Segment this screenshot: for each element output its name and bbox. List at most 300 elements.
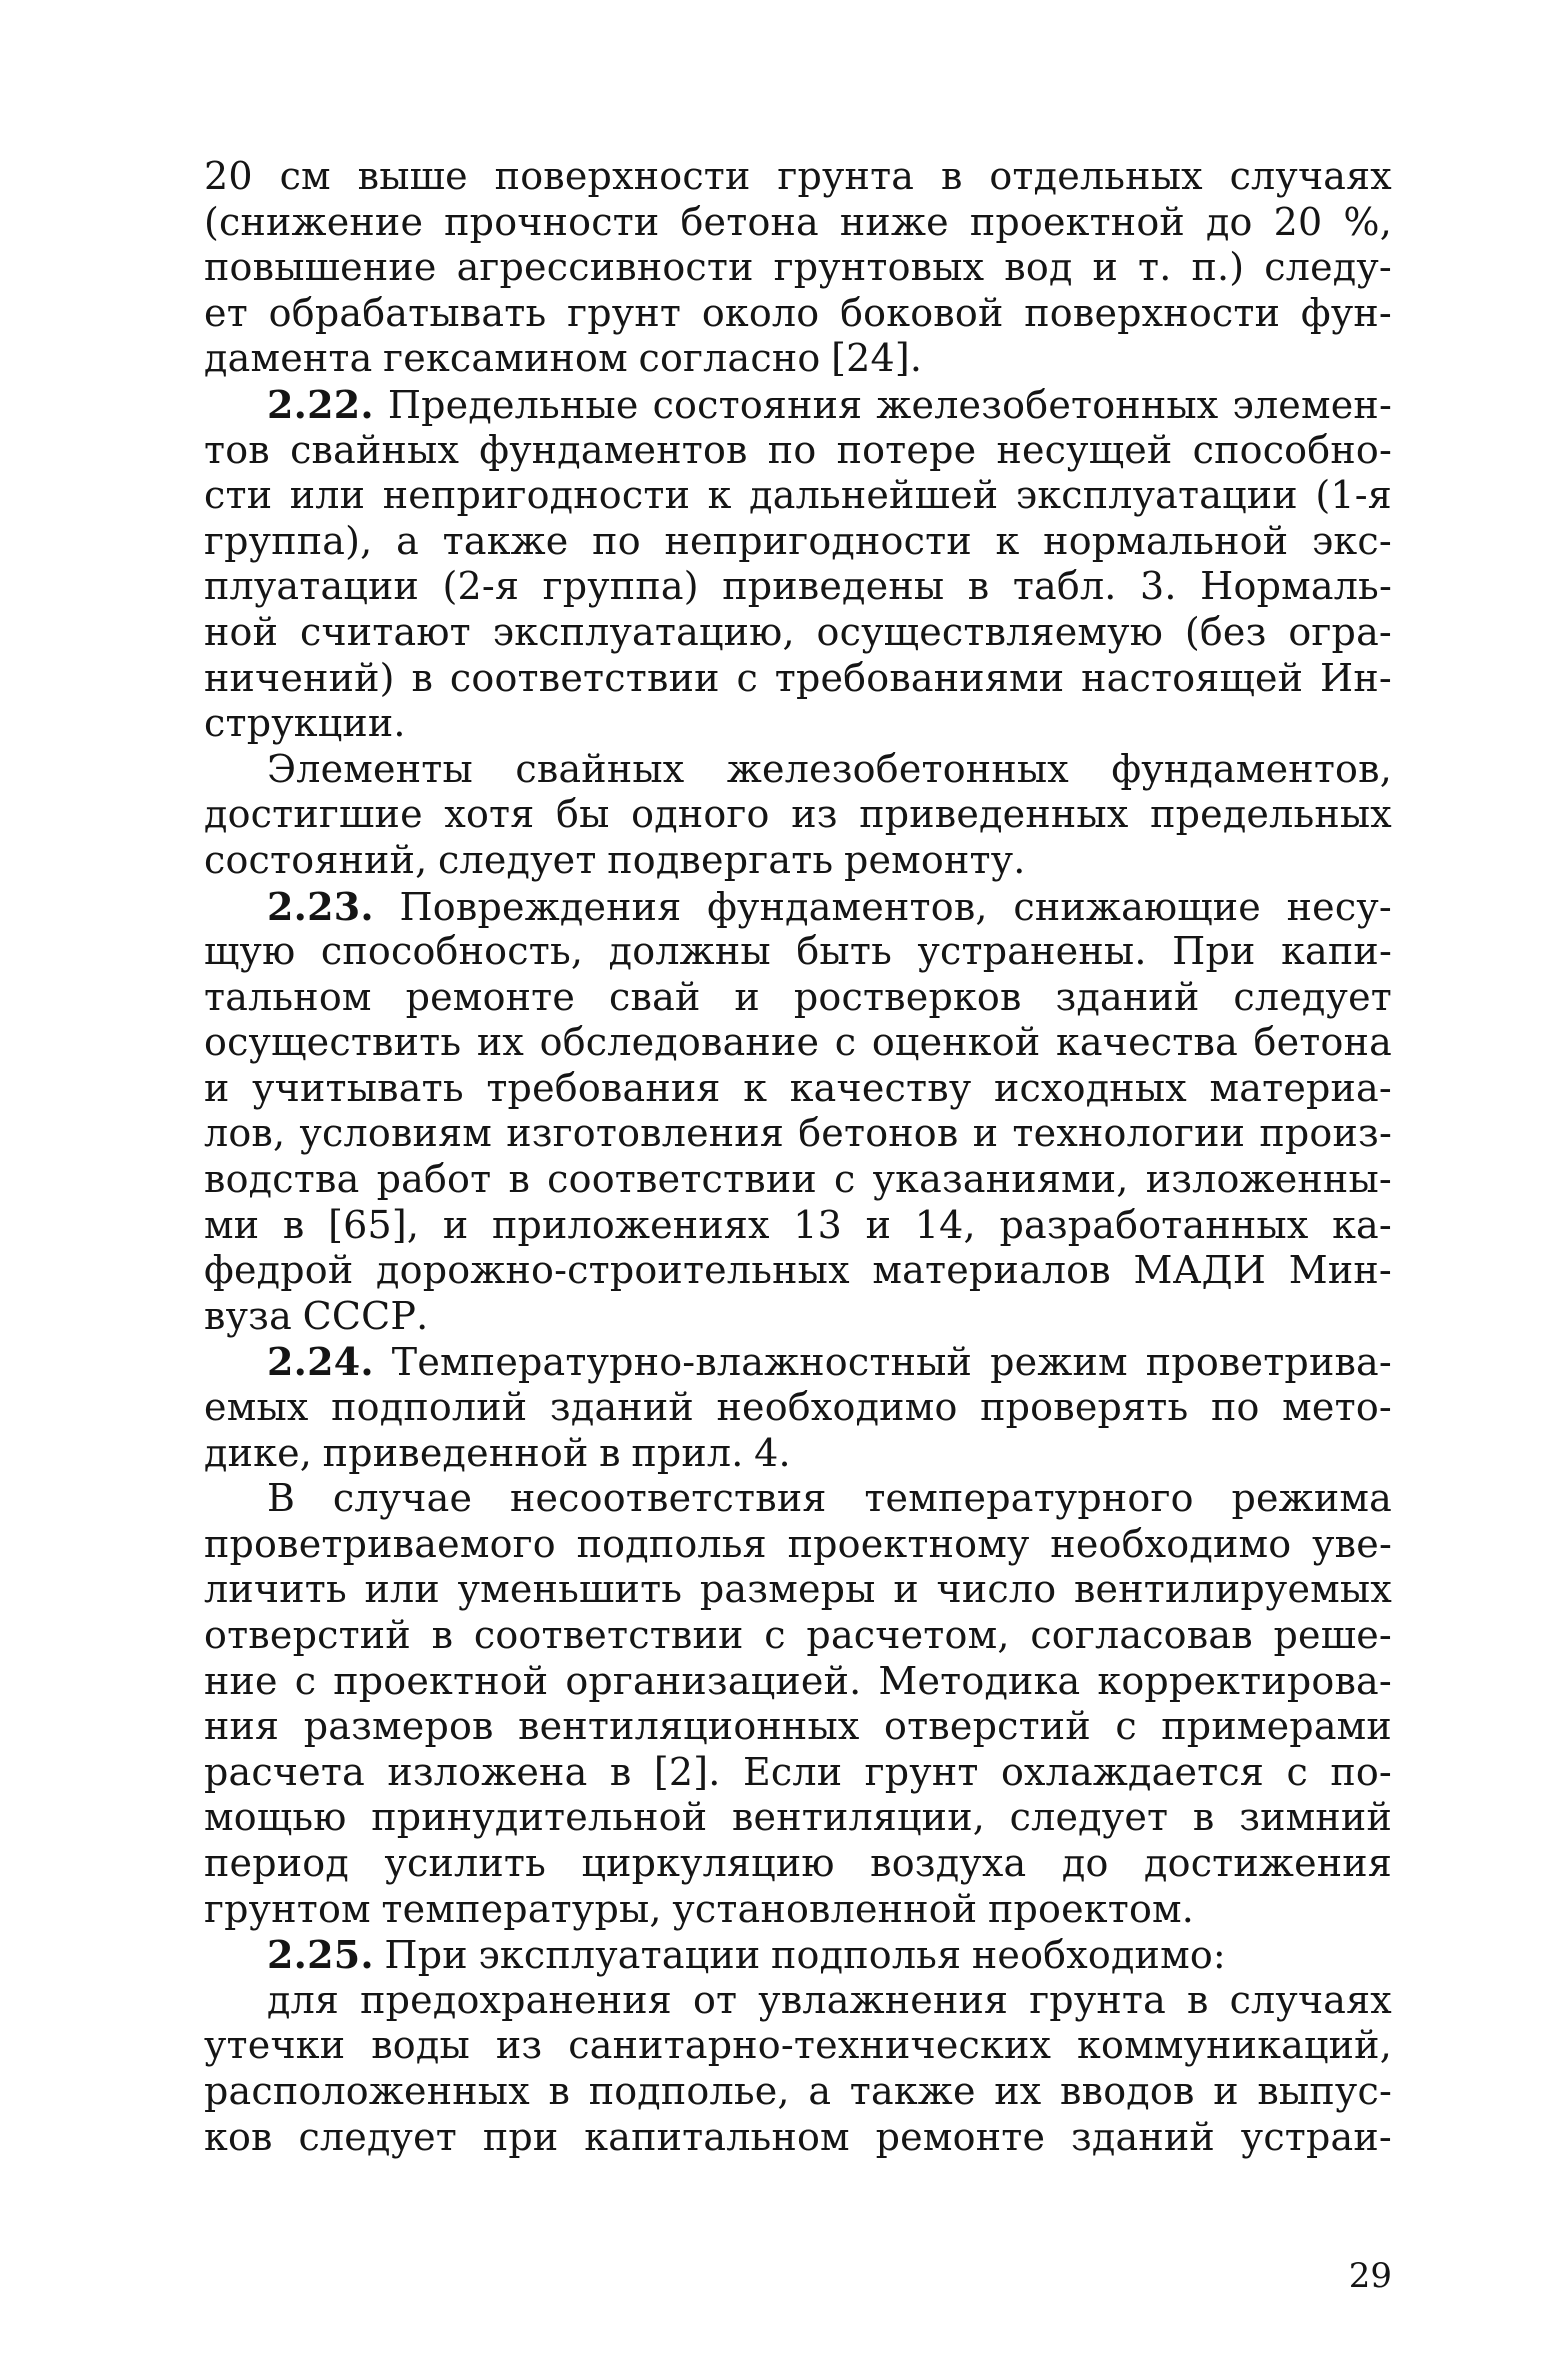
word: водства (204, 1157, 360, 1202)
word: плуатации (204, 564, 420, 609)
word: ка- (1332, 1202, 1392, 1247)
word: гексамином (383, 336, 628, 381)
word: элемен- (1232, 382, 1392, 427)
word: 3. (1140, 564, 1177, 609)
word: тов (204, 427, 270, 472)
word: фундаментов, (1111, 746, 1392, 791)
word: устранены. (917, 929, 1147, 974)
word: увлажнения (758, 1977, 1009, 2022)
word: требованиями (774, 655, 1065, 700)
word: от (692, 1977, 738, 2022)
word: работ (376, 1157, 492, 1202)
word: сти (204, 473, 273, 518)
word: с (834, 1157, 856, 1202)
text-line (204, 519, 1392, 565)
word: режим (990, 1340, 1128, 1385)
word: выпус- (1257, 2068, 1392, 2113)
word: расчетом, (806, 1613, 1010, 1657)
word: коммуникаций, (1077, 2023, 1392, 2068)
word: требования (486, 1065, 721, 1110)
word: проектной (333, 1658, 549, 1703)
word: изготовления (506, 1111, 785, 1156)
word: в (1192, 1795, 1215, 1840)
word: расчета (204, 1749, 365, 1794)
word: Мин- (1288, 1248, 1392, 1293)
text-line (204, 1932, 1392, 1978)
text-line (204, 838, 1392, 884)
word: способность, (320, 929, 584, 974)
word: следует (1233, 974, 1392, 1019)
word: исходных (993, 1065, 1187, 1110)
word: состояния (652, 382, 863, 427)
word: ния (204, 1704, 280, 1749)
word: утечки (204, 2023, 346, 2068)
word: размеры (699, 1567, 876, 1612)
word: изложенны- (1145, 1157, 1392, 1202)
section-number: 2.22. (267, 381, 374, 427)
word: реше- (1273, 1613, 1392, 1657)
word: несу- (1286, 884, 1392, 929)
word: прил. (631, 1430, 744, 1475)
text-line (204, 1659, 1392, 1705)
text-line (204, 1066, 1392, 1112)
text-line (204, 610, 1392, 656)
word: бетона (680, 199, 819, 244)
text-line (204, 1157, 1392, 1203)
word: струкции. (204, 701, 406, 746)
text-line (204, 1522, 1392, 1568)
word: вод (1004, 245, 1073, 290)
word: по (1210, 1385, 1260, 1430)
word: также (442, 518, 569, 563)
word: воздуха (870, 1840, 1027, 1885)
word: приведены (722, 564, 945, 609)
word: указаниями, (872, 1157, 1129, 1202)
text-line (204, 1704, 1392, 1750)
word: число (936, 1567, 1057, 1612)
word: в (967, 564, 990, 609)
word: уве- (1312, 1521, 1392, 1566)
word: необходимо: (971, 1933, 1226, 1978)
word: осуществить (204, 1020, 462, 1065)
word: Ин- (1320, 655, 1392, 700)
word: В (267, 1476, 296, 1521)
word: 14, (914, 1202, 976, 1247)
word: ремонте (405, 974, 576, 1019)
word: а (808, 2068, 832, 2113)
word: условиям (299, 1111, 493, 1156)
word: и (1092, 245, 1119, 290)
section-number: 2.23. (267, 883, 374, 929)
word: также (849, 2068, 976, 2113)
word: необходимо (1050, 1521, 1292, 1566)
word: обследование (539, 1020, 820, 1065)
word: воды (371, 2023, 470, 2068)
word: и (204, 1065, 230, 1110)
word: железобетонных (726, 746, 1069, 791)
word: грунта (1029, 1977, 1167, 2022)
word: МАДИ (1133, 1248, 1267, 1293)
word: устраи- (1240, 2114, 1392, 2159)
word: примерами (1161, 1704, 1392, 1749)
word: случае (332, 1476, 473, 1521)
word: повышение (204, 245, 437, 290)
word: в (1187, 1977, 1209, 2022)
word: свай (609, 974, 701, 1019)
page-number: 29 (1348, 2256, 1392, 2296)
word: ниже (839, 199, 949, 244)
word: состояний, (204, 837, 428, 882)
word: следует (298, 2114, 458, 2159)
word: принудительной (371, 1795, 708, 1840)
word: Методика (878, 1658, 1081, 1703)
word: с (1286, 1749, 1308, 1794)
word: грунт (864, 1749, 979, 1794)
text-line (204, 656, 1392, 702)
word: следу- (1264, 245, 1392, 290)
text-line (204, 473, 1392, 519)
text-line (204, 792, 1392, 838)
word: из (791, 792, 838, 837)
text-line (204, 1841, 1392, 1887)
word: хотя (444, 792, 535, 837)
word: достижения (1144, 1840, 1392, 1885)
word: эксплуатации (478, 1933, 761, 1978)
word: подполий (331, 1385, 528, 1430)
word: из (495, 2023, 543, 2068)
word: настоящей (1081, 655, 1304, 700)
word: нормальной (1043, 518, 1289, 563)
word: бетона (1253, 1020, 1392, 1065)
word: непригодности (382, 473, 691, 518)
word: или (289, 473, 366, 518)
text-line (204, 154, 1392, 200)
text-line (204, 1613, 1392, 1659)
text-line (204, 747, 1392, 793)
word: 4. (754, 1430, 791, 1475)
text-line (204, 1385, 1392, 1431)
word: при (482, 2114, 559, 2159)
word: с (294, 1658, 317, 1703)
word: ной (204, 609, 279, 654)
word: по- (1330, 1749, 1392, 1794)
word: а (396, 518, 419, 563)
word: поверхности (494, 154, 751, 198)
word: фундаментов (479, 427, 748, 472)
word: в (940, 154, 963, 198)
text-line (204, 564, 1392, 610)
text-line (204, 1476, 1392, 1522)
word: и (893, 1567, 919, 1612)
word: грунта (777, 154, 915, 198)
word: до (1205, 199, 1253, 244)
word: следует (1009, 1795, 1169, 1840)
word: мето- (1282, 1385, 1392, 1430)
word: в (609, 1749, 632, 1794)
text-line (204, 2023, 1392, 2069)
word: мощью (204, 1795, 347, 1840)
word: свайных (290, 427, 460, 472)
word: температурного (864, 1476, 1194, 1521)
word: должны (608, 929, 771, 974)
word: фундаментов, (707, 884, 988, 929)
text-line (204, 1111, 1392, 1157)
word: бетонов (798, 1111, 959, 1156)
word: материа- (1209, 1065, 1392, 1110)
word: к (707, 473, 732, 518)
word: вентилируемых (1073, 1567, 1392, 1612)
word: прочности (444, 199, 660, 244)
text-line (204, 428, 1392, 474)
word: осуществляемую (816, 609, 1163, 654)
word: п.) (1191, 245, 1245, 290)
word: ничений) (204, 655, 395, 700)
word: Повреждения (399, 884, 682, 929)
text-line (204, 929, 1392, 975)
text-line (204, 2069, 1392, 2115)
word: группа), (204, 518, 373, 563)
word: произ- (1259, 1111, 1392, 1156)
word: разработанных (999, 1202, 1309, 1247)
word: (1-я (1315, 473, 1392, 518)
word: ми (204, 1202, 260, 1247)
word: с (736, 655, 758, 700)
word: корректирова- (1097, 1658, 1392, 1703)
word: материалов (872, 1248, 1111, 1293)
word: эксплуатации (1015, 473, 1298, 518)
word: капи- (1281, 929, 1392, 974)
word: к (743, 1065, 768, 1110)
text-line (204, 382, 1392, 428)
word: щую (204, 929, 296, 974)
word: согласовав (1030, 1613, 1253, 1657)
word: в (411, 655, 434, 700)
word: подвергать (607, 837, 834, 882)
word: случаях (1229, 154, 1392, 198)
word: дике, (204, 1430, 313, 1475)
word: ремонту. (843, 837, 1026, 882)
word: ков (204, 2114, 273, 2159)
text-line (204, 291, 1392, 337)
text-line (204, 1431, 1392, 1477)
word: в (508, 1157, 531, 1202)
word: в (548, 2068, 571, 2113)
word: емых (204, 1385, 309, 1430)
word: качеству (789, 1065, 972, 1110)
word: приведенных (859, 792, 1129, 837)
text-line (204, 1294, 1392, 1340)
word: грунтом (204, 1886, 371, 1931)
word: [2]. (653, 1749, 721, 1794)
word: учитывать (252, 1065, 464, 1110)
word: расположенных (204, 2068, 530, 2113)
word: свайных (515, 746, 685, 791)
word: зимний (1239, 1795, 1392, 1840)
word: согласно (638, 336, 821, 381)
text-line (204, 336, 1392, 382)
word: в (282, 1202, 305, 1247)
word: При (1172, 929, 1256, 974)
word: непригодности (664, 518, 972, 563)
word: табл. (1012, 564, 1117, 609)
word: фун- (1300, 290, 1392, 335)
word: бы (556, 792, 610, 837)
word: ние (204, 1658, 278, 1703)
word: ремонте (875, 2114, 1046, 2159)
word: соответствии (473, 1613, 744, 1657)
word: быть (796, 929, 892, 974)
word: предельных (1150, 792, 1392, 837)
word: личить (204, 1567, 347, 1612)
word: качества (1055, 1020, 1238, 1065)
word: (без (1184, 609, 1267, 654)
word: проектом. (987, 1886, 1195, 1931)
text-line (204, 245, 1392, 291)
word: предохранения (360, 1977, 672, 2022)
word: Температурно-влажностный (391, 1340, 973, 1385)
word: усилить (384, 1840, 546, 1885)
text-line (204, 1248, 1392, 1294)
word: группа) (542, 564, 699, 609)
word: грунтовых (773, 245, 985, 290)
word: Нормаль- (1200, 564, 1392, 609)
word: проветрива- (1145, 1340, 1392, 1385)
word: вентиляционных (518, 1704, 860, 1749)
word: санитарно-технических (568, 2023, 1052, 2068)
word: зданий (1055, 974, 1200, 1019)
word: их (994, 2068, 1042, 2113)
word: [65], (328, 1202, 420, 1247)
word: проектной (969, 199, 1185, 244)
word: к (995, 518, 1020, 563)
word: лов, (204, 1111, 286, 1156)
text-line (204, 2115, 1392, 2161)
word: необходимо (716, 1385, 958, 1430)
word: технологии (1012, 1111, 1246, 1156)
word: с (834, 1020, 857, 1065)
word: и (442, 1202, 469, 1247)
word: приложениях (491, 1202, 770, 1247)
word: При (384, 1933, 468, 1978)
section-number: 2.25. (267, 1932, 374, 1978)
word: около (701, 290, 820, 335)
word: соответствии (449, 655, 720, 700)
word: капитальном (584, 2114, 850, 2159)
word: вентиляции, (731, 1795, 985, 1840)
word: (2-я (442, 564, 520, 609)
word: подполья (771, 1933, 962, 1978)
word: %, (1343, 199, 1392, 244)
word: железобетонных (876, 382, 1219, 427)
word: потере (836, 427, 977, 472)
word: достигшие (204, 792, 423, 837)
word: и (865, 1202, 892, 1247)
word: несущей (996, 427, 1173, 472)
word: организацией. (565, 1658, 862, 1703)
word: режима (1231, 1476, 1392, 1521)
word: циркуляцию (581, 1840, 835, 1885)
word: способно- (1192, 427, 1392, 472)
word: охлаждается (1000, 1749, 1265, 1794)
word: отдельных (989, 154, 1203, 198)
word: случаях (1229, 1977, 1392, 2022)
word: [24]. (831, 336, 923, 381)
word: дамента (204, 336, 373, 381)
word: проверять (980, 1385, 1189, 1430)
word: по (592, 518, 641, 563)
text-line (204, 701, 1392, 747)
word: обрабатывать (268, 290, 547, 335)
section-number: 2.24. (267, 1339, 374, 1385)
word: тальном (204, 974, 372, 1019)
text-line (204, 1567, 1392, 1613)
word: отверстий (884, 1704, 1091, 1749)
word: ростверков (793, 974, 1022, 1019)
word: см (279, 154, 331, 198)
word: проектному (787, 1521, 1030, 1566)
word: уменьшить (457, 1567, 683, 1612)
text-line (204, 975, 1392, 1021)
word: зданий (549, 1385, 694, 1430)
word: до (1061, 1840, 1109, 1885)
word: экс- (1311, 518, 1392, 563)
word: дальнейшей (749, 473, 999, 518)
word: оценкой (871, 1020, 1041, 1065)
word: следует (438, 837, 597, 882)
text-line (204, 884, 1392, 930)
word: 13 (793, 1202, 843, 1247)
body-text (204, 154, 1392, 2160)
word: подполья (576, 1521, 767, 1566)
text-line (204, 1203, 1392, 1249)
word: дорожно-строительных (376, 1248, 850, 1293)
word: в (599, 1430, 621, 1475)
word: изложена (387, 1749, 588, 1794)
text-line (204, 1750, 1392, 1796)
word: в (431, 1613, 454, 1657)
word: Если (742, 1749, 843, 1794)
word: федрой (204, 1248, 354, 1293)
word: или (364, 1567, 440, 1612)
word: 20 (204, 154, 253, 198)
word: считают (299, 609, 471, 654)
word: приведенной (322, 1430, 589, 1475)
word: и (1213, 2068, 1239, 2113)
word: эксплуатацию, (492, 609, 795, 654)
word: Элементы (267, 746, 473, 791)
word: с (764, 1613, 786, 1657)
word: вуза (204, 1293, 292, 1338)
word: грунт (567, 290, 682, 335)
word: по (767, 427, 817, 472)
text-line (204, 1887, 1392, 1933)
word: проветриваемого (204, 1521, 556, 1566)
word: для (267, 1977, 340, 2022)
word: размеров (303, 1704, 494, 1749)
word: одного (631, 792, 770, 837)
word: с (1115, 1704, 1137, 1749)
word: подполье, (588, 2068, 790, 2113)
text-line (204, 1978, 1392, 2024)
word: вводов (1060, 2068, 1195, 2113)
word: 20 (1273, 199, 1323, 244)
word: ет (204, 290, 248, 335)
word: Предельные (387, 382, 639, 427)
word: установленной (672, 1886, 978, 1931)
word: выше (357, 154, 468, 198)
word: т. (1138, 245, 1172, 290)
word: поверхности (1024, 290, 1281, 335)
